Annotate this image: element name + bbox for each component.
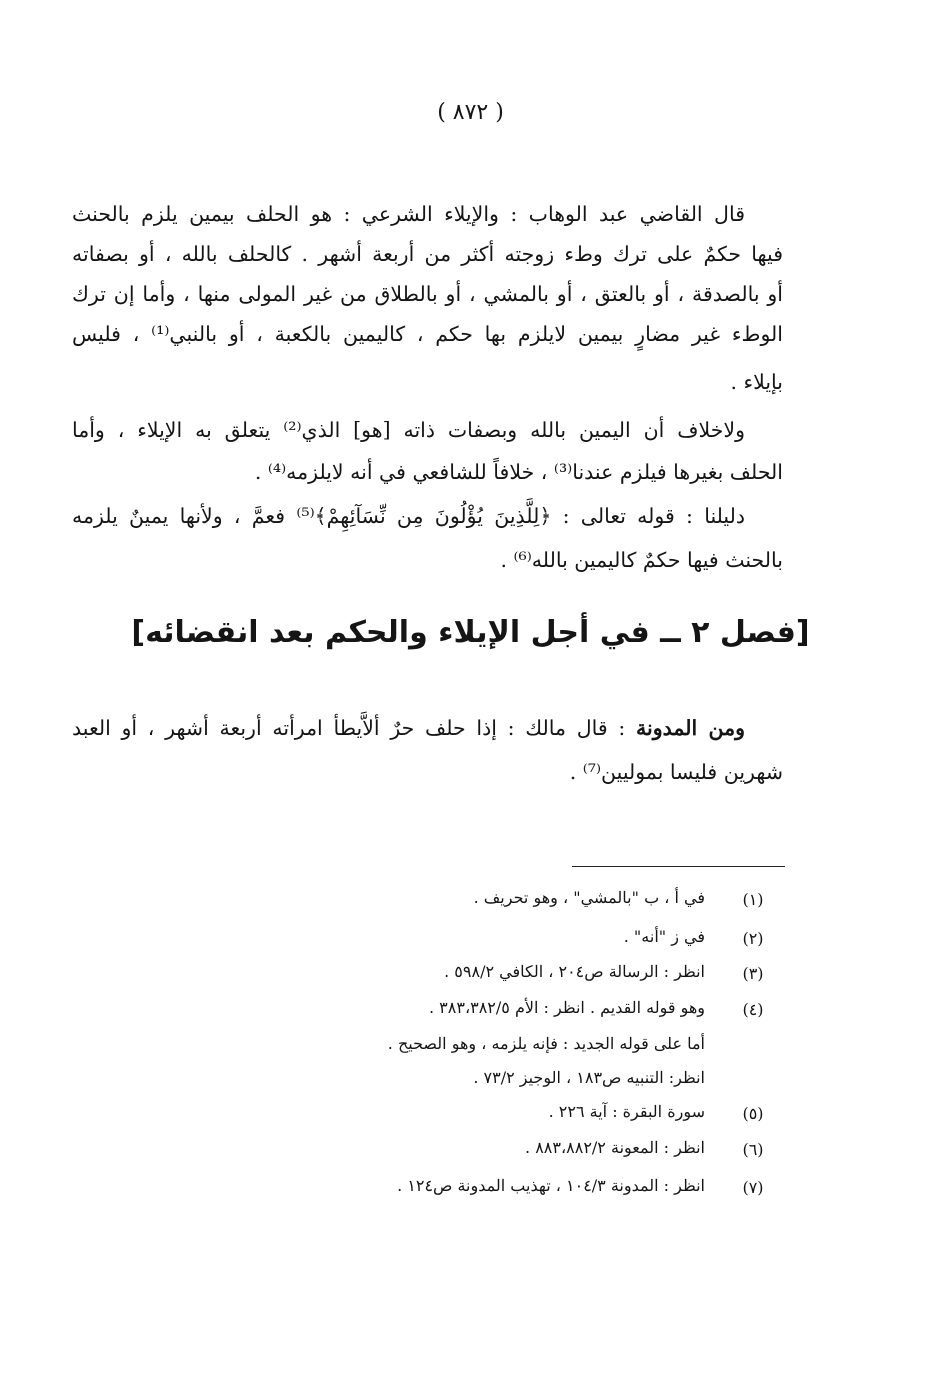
- paragraph-line: بالحنث فيها حكمٌ كاليمين بالله⁽⁶⁾ .: [500, 548, 783, 572]
- footnote-number: (٤): [742, 1000, 764, 1019]
- paragraph-line: الوطء غير مضارٍ بيمين لايلزم بها حكم ، كاليمين بالكعبة ، أو بالنبي⁽¹⁾ ، فليس: [72, 322, 783, 346]
- paragraph-line: [72, 712, 783, 745]
- footnote-text: أما على قوله الجديد : فإنه يلزمه ، وهو الصحيح .: [387, 1034, 705, 1053]
- footnote-text: في أ ، ب "بالمشي" ، وهو تحريف .: [473, 888, 705, 907]
- footnote-text: انظر : المعونة ٨٨٣،٨٨٢/٢ .: [525, 1138, 705, 1157]
- footnote-text: انظر : المدونة ١٠٤/٣ ، تهذيب المدونة ص١٢٤ .: [397, 1176, 705, 1195]
- paragraph-line: الحلف بغيرها فيلزم عندنا⁽³⁾ ، خلافاً للشافعي في أنه لايلزمه⁽⁴⁾ .: [254, 460, 783, 484]
- paragraph-line: قال القاضي عبد الوهاب : والإيلاء الشرعي : هو الحلف بيمين يلزم بالحنث: [72, 202, 745, 226]
- footnote-text: سورة البقرة : آية ٢٢٦ .: [548, 1102, 705, 1121]
- paragraph-line: أو بالصدقة ، أو بالعتق ، أو بالمشي ، أو بالطلاق من غير المولى منها ، وأما إن ترك: [72, 282, 783, 306]
- footnote-separator: [572, 866, 785, 867]
- mudawwana-line1: : قال مالك : إذا حلف حرٌ ألاَّيطأ امرأته أربعة أشهر ، أو العبد: [72, 716, 637, 740]
- page-number: ( ٨٧٢ ): [437, 100, 504, 125]
- footnote-number: (٦): [742, 1140, 764, 1159]
- paragraph-line: شهرين فليسا بموليين⁽⁷⁾ .: [569, 760, 783, 784]
- footnote-number: (٣): [742, 964, 764, 983]
- paragraph-line: دليلنا : قوله تعالى : ﴿لِلَّذِينَ يُؤْلُونَ مِن نِّسَآئِهِمْ﴾⁽⁵⁾ فعمَّ ، ولأنها يمينٌ يلزمه: [72, 504, 745, 528]
- footnote-number: (٧): [742, 1178, 764, 1197]
- paragraph-line: بإيلاء .: [730, 370, 783, 394]
- paragraph-line: فيها حكمٌ على ترك وطء زوجته أكثر من أربعة أشهر . كالحلف بالله ، أو بصفاته: [72, 242, 783, 266]
- footnote-text: انظر: التنبيه ص١٨٣ ، الوجيز ٧٣/٢ .: [473, 1068, 705, 1087]
- mudawwana-lead: ومن المدونة: [636, 716, 745, 740]
- footnote-number: (٢): [742, 929, 764, 948]
- footnote-text: وهو قوله القديم . انظر : الأم ٣٨٣،٣٨٢/٥ .: [428, 998, 705, 1017]
- footnote-text: انظر : الرسالة ص٢٠٤ ، الكافي ٥٩٨/٢ .: [444, 962, 705, 981]
- footnote-text: في ز "أنه" .: [623, 927, 705, 946]
- footnote-number: (١): [742, 890, 764, 909]
- footnote-number: (٥): [742, 1104, 764, 1123]
- section-heading: [فصل ٢ ــ في أجل الإيلاء والحكم بعد انقضائه]: [131, 615, 810, 650]
- paragraph-line: ولاخلاف أن اليمين بالله وبصفات ذاته [هو] الذي⁽²⁾ يتعلق به الإيلاء ، وأما: [72, 418, 745, 442]
